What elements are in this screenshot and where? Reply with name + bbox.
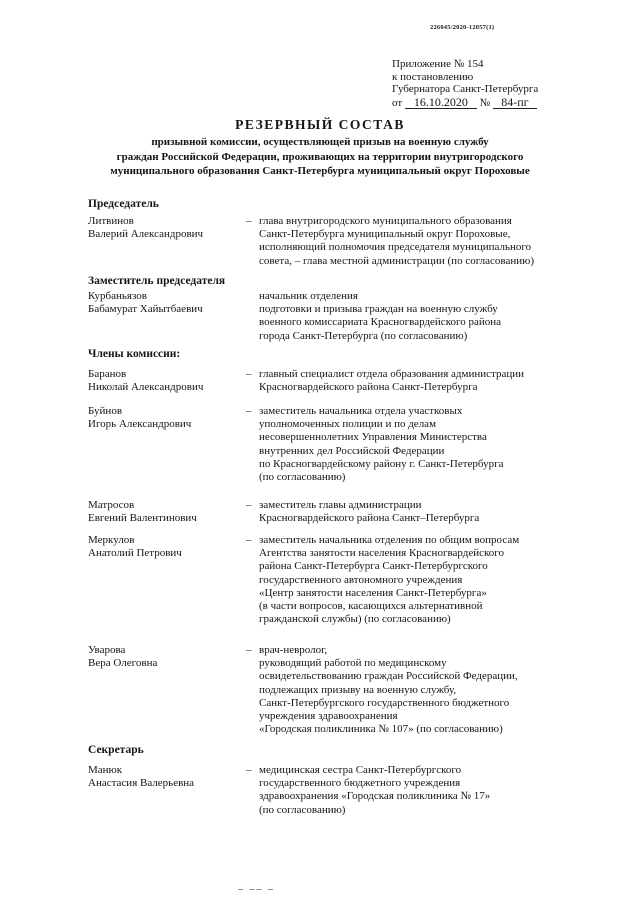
role-line: главный специалист отдела образования администрации <box>259 368 525 380</box>
role-line: Красногвардейского района Санкт–Петербурга <box>259 512 480 525</box>
appendix-date-prefix: от <box>392 96 403 109</box>
role-line: военного комиссариата Красногвардейского района <box>259 316 502 329</box>
person-role <box>259 290 589 343</box>
role-line: Агентства занятости населения Красногвардейского <box>259 547 505 560</box>
given-names: Николай Александрович <box>88 381 204 394</box>
given-names: Валерий Александрович <box>88 228 204 241</box>
appendix-block <box>392 58 538 109</box>
given-names: Анатолий Петрович <box>88 547 182 560</box>
surname: Буйнов <box>88 405 123 417</box>
appendix-num-sign: № <box>479 96 491 109</box>
role-line: подлежащих призыву на военную службу, <box>259 683 457 696</box>
appendix-date: 16.10.2020 <box>405 96 477 110</box>
person-role <box>259 764 589 817</box>
section-secretary: Секретарь <box>88 744 144 756</box>
role-line: учреждения здравоохранения <box>259 710 398 723</box>
dash: – <box>246 368 252 380</box>
person-name <box>88 405 238 431</box>
person-role <box>259 534 589 626</box>
role-line: начальник отделения <box>259 290 358 302</box>
role-line: заместитель начальника отделения по общим вопросам <box>259 534 520 546</box>
subtitle-line: муниципального образования Санкт-Петербурга муниципальный округ Пороховые <box>110 165 530 177</box>
section-chairman: Председатель <box>88 198 159 210</box>
role-line: заместитель главы администрации <box>259 499 422 511</box>
role-line: (по согласованию) <box>259 471 346 484</box>
appendix-number: 84-пг <box>493 96 537 110</box>
surname: Матросов <box>88 499 135 511</box>
role-line: здравоохранения «Городская поликлиника № 17» <box>259 790 491 803</box>
document-subtitle <box>60 135 580 179</box>
person-name <box>88 534 238 560</box>
appendix-line-1: Приложение № 154 <box>392 58 484 70</box>
surname: Баранов <box>88 368 127 380</box>
role-line: (в части вопросов, касающихся альтернативной <box>259 600 483 613</box>
role-line: района Санкт-Петербурга Санкт-Петербургского <box>259 560 488 573</box>
role-line: заместитель начальника отдела участковых <box>259 405 463 417</box>
role-line: государственного автономного учреждения <box>259 573 463 586</box>
role-line: города Санкт-Петербурга (по согласованию) <box>259 329 468 342</box>
role-line: «Центр занятости населения Санкт-Петербурга» <box>259 586 487 599</box>
surname: Манюк <box>88 764 123 776</box>
person-role <box>259 368 589 394</box>
role-line: подготовки и призыва граждан на военную службу <box>259 303 498 316</box>
dash: – <box>246 499 252 511</box>
appendix-line-3: Губернатора Санкт-Петербурга <box>392 83 539 95</box>
person-name <box>88 290 238 316</box>
role-line: уполномоченных полиции и по делам <box>259 418 437 431</box>
surname: Литвинов <box>88 215 134 227</box>
role-line: руководящий работой по медицинскому <box>259 657 447 670</box>
role-line: внутренних дел Российской Федерации <box>259 444 445 457</box>
role-line: по Красногвардейскому району г. Санкт-Петербурга <box>259 457 504 470</box>
person-role <box>259 644 589 736</box>
given-names: Анастасия Валерьевна <box>88 777 195 790</box>
person-role <box>259 215 589 268</box>
person-role <box>259 499 589 525</box>
role-line: гражданской службы) (по согласованию) <box>259 613 451 626</box>
role-line: (по согласованию) <box>259 803 346 816</box>
given-names: Бабамурат Хайытбаевич <box>88 303 203 316</box>
role-line: исполняющий полномочия председателя муниципального <box>259 241 532 254</box>
surname: Уварова <box>88 644 126 656</box>
given-names: Евгений Валентинович <box>88 512 197 525</box>
given-names: Вера Олеговна <box>88 657 158 670</box>
person-name <box>88 644 238 670</box>
role-line: Санкт-Петербургского государственного бюджетного <box>259 696 510 709</box>
role-line: глава внутригородского муниципального образования <box>259 215 512 227</box>
surname: Меркулов <box>88 534 135 546</box>
role-line: медицинская сестра Санкт-Петербургского <box>259 764 462 776</box>
subtitle-line: граждан Российской Федерации, проживающих на территории внутригородского <box>116 150 524 163</box>
document-number: 226045/2020-12057(1) <box>430 24 495 31</box>
document-title: РЕЗЕРВНЫЙ СОСТАВ <box>235 117 405 132</box>
role-line: Красногвардейского района Санкт-Петербурга <box>259 381 478 394</box>
person-name <box>88 215 238 241</box>
role-line: врач-невролог, <box>259 644 328 656</box>
given-names: Игорь Александрович <box>88 418 192 431</box>
section-deputy: Заместитель председателя <box>88 275 226 287</box>
person-name <box>88 499 238 525</box>
role-line: Санкт-Петербурга муниципальный округ Пороховые, <box>259 228 511 241</box>
dash: – <box>246 764 252 776</box>
dash: – <box>246 644 252 656</box>
role-line: государственного бюджетного учреждения <box>259 777 461 790</box>
footer-marks: _ __ _ <box>238 880 275 891</box>
section-members: Члены комиссии: <box>88 348 181 360</box>
role-line: освидетельствованию граждан Российской Федерации, <box>259 670 518 683</box>
person-role <box>259 405 589 484</box>
role-line: несовершеннолетних Управления Министерства <box>259 431 487 444</box>
appendix-date-line <box>392 96 538 110</box>
subtitle-line: призывной комиссии, осуществляющей призыв на военную службу <box>151 136 489 148</box>
surname: Курбаньязов <box>88 290 147 302</box>
person-name <box>88 368 238 394</box>
dash: – <box>246 405 252 417</box>
dash: – <box>246 534 252 546</box>
person-name <box>88 764 238 790</box>
dash: – <box>246 215 252 227</box>
role-line: совета, – глава местной администрации (по согласованию) <box>259 254 534 267</box>
role-line: «Городская поликлиника № 107» (по согласованию) <box>259 723 503 736</box>
appendix-line-2: к постановлению <box>392 70 474 83</box>
